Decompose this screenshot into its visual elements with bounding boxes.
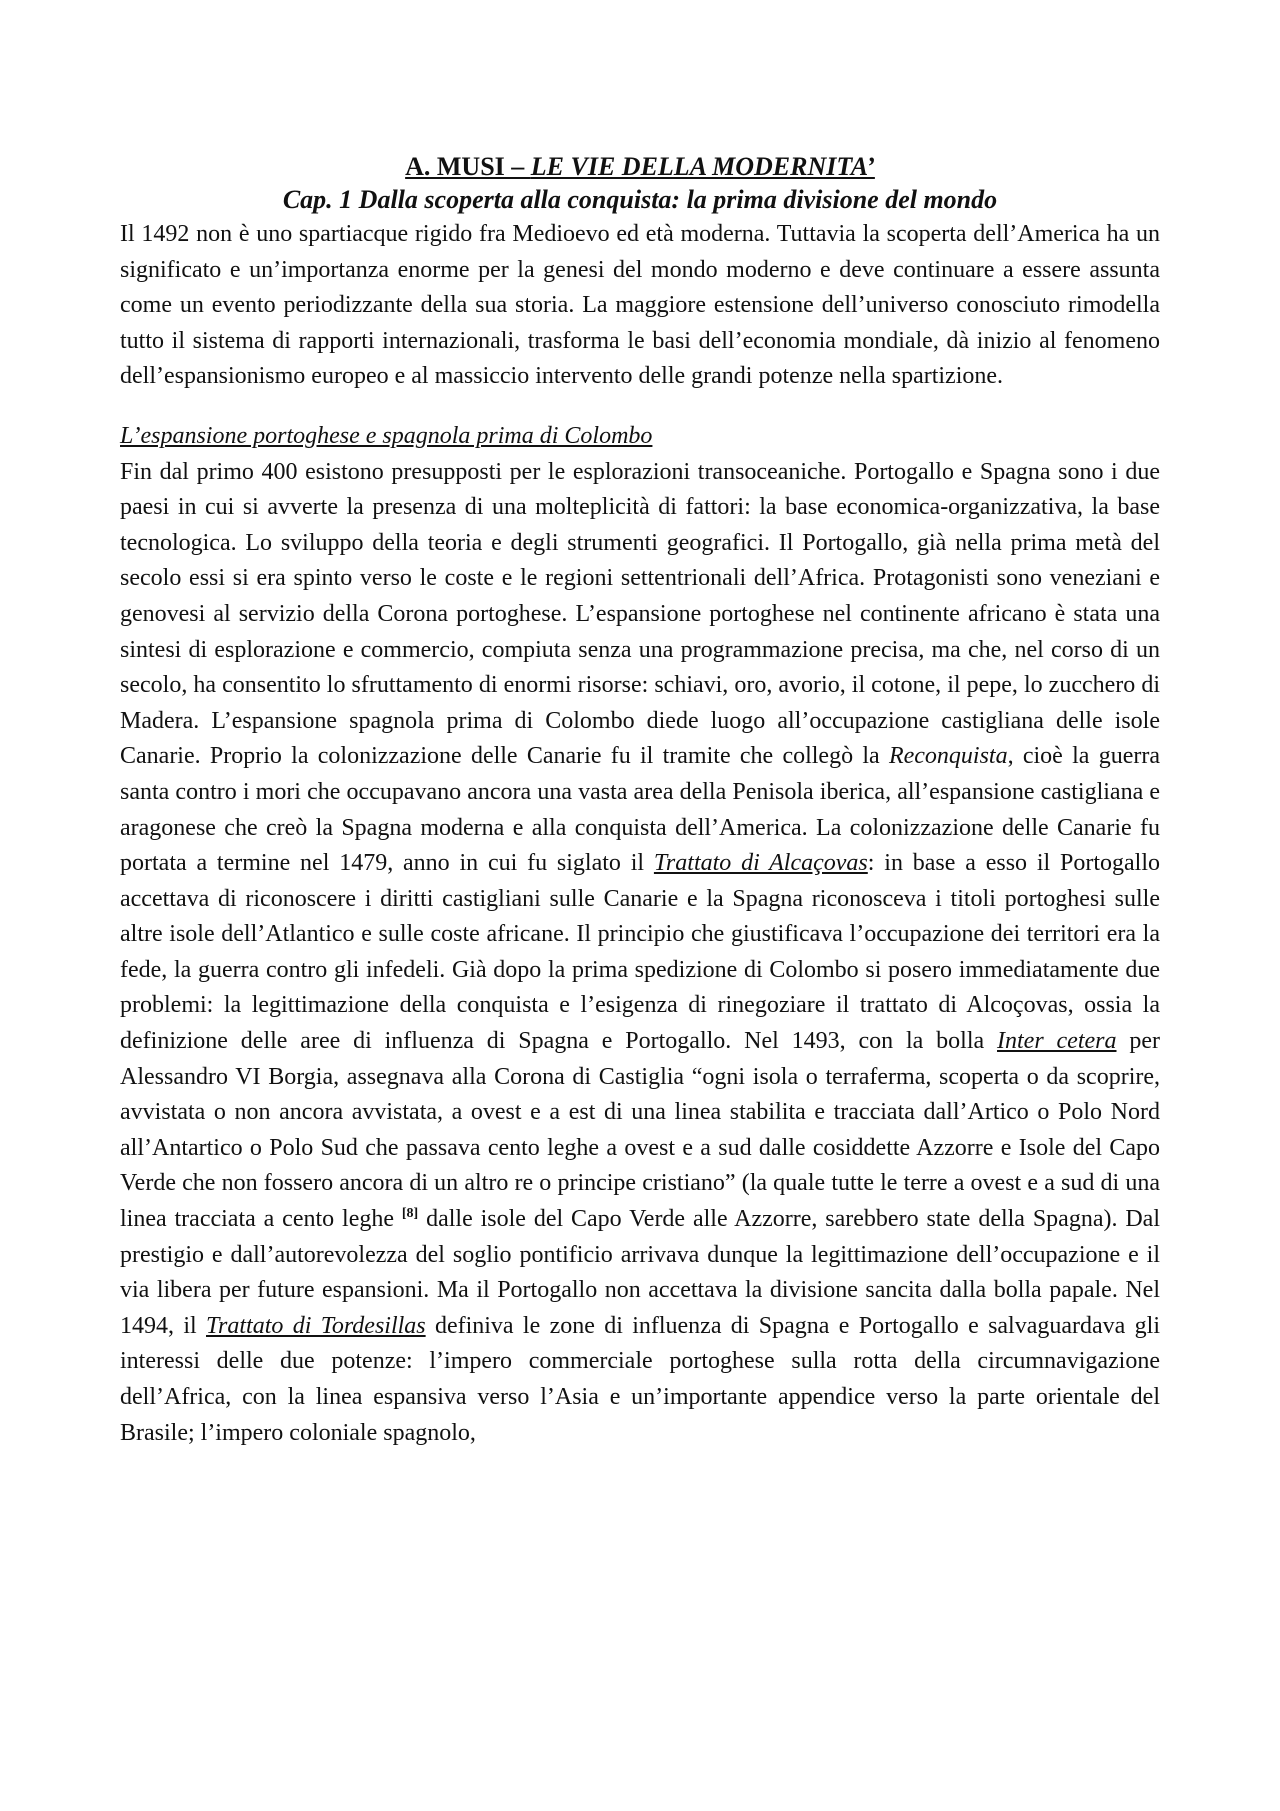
paragraph-text: , cioè la guerra santa contro i mori che occupavano ancora una vasta area della Penisola iberica, all’espansione castigliana e aragonese che creò la Spagna moderna e alla conquista dell’America. La colonizzazione delle Canarie fu portata a termine nel 1479, anno in cui fu siglato il: [120, 743, 1160, 877]
term-reconquista: Reconquista: [888, 743, 1008, 770]
section-paragraph: [120, 455, 1160, 1452]
chapter-title: Cap. 1 Dalla scoperta alla conquista: la prima divisione del mondo: [282, 185, 998, 214]
term-inter-cetera: Inter cetera: [997, 1028, 1117, 1055]
title-author: A. MUSI –: [405, 152, 531, 181]
title-work: LE VIE DELLA MODERNITA’: [530, 152, 875, 181]
intro-paragraph: Il 1492 non è uno spartiacque rigido fra Medioevo ed età moderna. Tuttavia la scoperta dell’America ha un significato e un’importanza enorme per la genesi del mondo moderno e deve continuare a essere assunta come un evento periodizzante della sua storia. La maggiore estensione dell’universo conosciuto rimodella tutto il sistema di rapporti internazionali, trasforma le basi dell’economia mondiale, dà inizio al fenomeno dell’espansionismo europeo e al massiccio intervento delle grandi potenze nella spartizione.: [120, 221, 1160, 390]
document-title: [120, 150, 1160, 183]
paragraph-text: : in base a esso il Portogallo accettava di riconoscere i diritti castigliani sulle Canarie e la Spagna riconosceva i titoli portoghesi sulle altre isole dell’Atlantico e sulle coste africane. Il principio che giustificava l’occupazione dei territori era la fede, la guerra contro gli infedeli. Già dopo la prima spedizione di Colombo si posero immediatamente due problemi: la legittimazione della conquista e l’esigenza di rinegoziare il trattato di Alcoçovas, ossia la definizione delle aree di influenza di Spagna e Portogallo. Nel 1493, con la bolla: [120, 850, 1161, 1055]
footnote-reference[interactable]: [8]: [401, 1206, 419, 1222]
paragraph-text: per Alessandro VI Borgia, assegnava alla Corona di Castiglia “ogni isola o terraferma, scoperta o da scoprire, avvistata o non ancora avvistata, a ovest e a est di una linea stabilita e tracciata dall’Artico o Polo Nord all’Antartico o Polo Sud che passava cento leghe a ovest e a sud dalle cosiddette Azzorre e Isole del Capo Verde che non fossero ancora di un altro re o principe cristiano” (la quale tutte le terre a ovest e a sud di una linea tracciata a cento leghe: [120, 1028, 1160, 1233]
document-title-text: [405, 152, 875, 181]
document-page: [120, 150, 1160, 1451]
paragraph-text: definiva le zone di influenza di Spagna e Portogallo e salvaguardava gli interessi delle due potenze: l’impero commerciale portoghese sulla rotta della circumnavigazione dell’Africa, con la linea espansiva verso l’Asia e un’importante appendice verso la parte orientale del Brasile; l’impero coloniale spagnolo,: [120, 1312, 1160, 1446]
section-heading: L’espansione portoghese e spagnola prima di Colombo: [120, 422, 653, 449]
paragraph-text: dalle isole del Capo Verde alle Azzorre, sarebbero state della Spagna). Dal prestigio e dall’autorevolezza del soglio pontificio arrivava dunque la legittimazione dell’occupazione e il via libera per future espansioni. Ma il Portogallo non accettava la divisione sancita dalla bolla papale. Nel 1494, il: [120, 1206, 1161, 1339]
term-trattato-tordesillas: Trattato di Tordesillas: [206, 1312, 426, 1339]
term-trattato-alcacovas: Trattato di Alcaçovas: [653, 850, 868, 877]
paragraph-text: Fin dal primo 400 esistono presupposti per le esplorazioni transoceaniche. Portogallo e Spagna sono i due paesi in cui si avverte la presenza di una molteplicità di fattori: la base economica-organizzativa, la base tecnologica. Lo sviluppo della teoria e degli strumenti geografici. Il Portogallo, già nella prima metà del secolo essi si era spinto verso le coste e le regioni settentrionali dell’Africa. Protagonisti sono veneziani e genovesi al servizio della Corona portoghese. L’espansione portoghese nel continente africano è stata una sintesi di esplorazione e commercio, compiuta senza una programmazione precisa, ma che, nel corso di un secolo, ha consentito lo sfruttamento di enormi risorse: schiavi, oro, avorio, il cotone, il pepe, lo zucchero di Madera. L’espansione spagnola prima di Colombo diede luogo all’occupazione castigliana delle isole Canarie. Proprio la colonizzazione delle Canarie fu il tramite che collegò la: [120, 458, 1160, 770]
